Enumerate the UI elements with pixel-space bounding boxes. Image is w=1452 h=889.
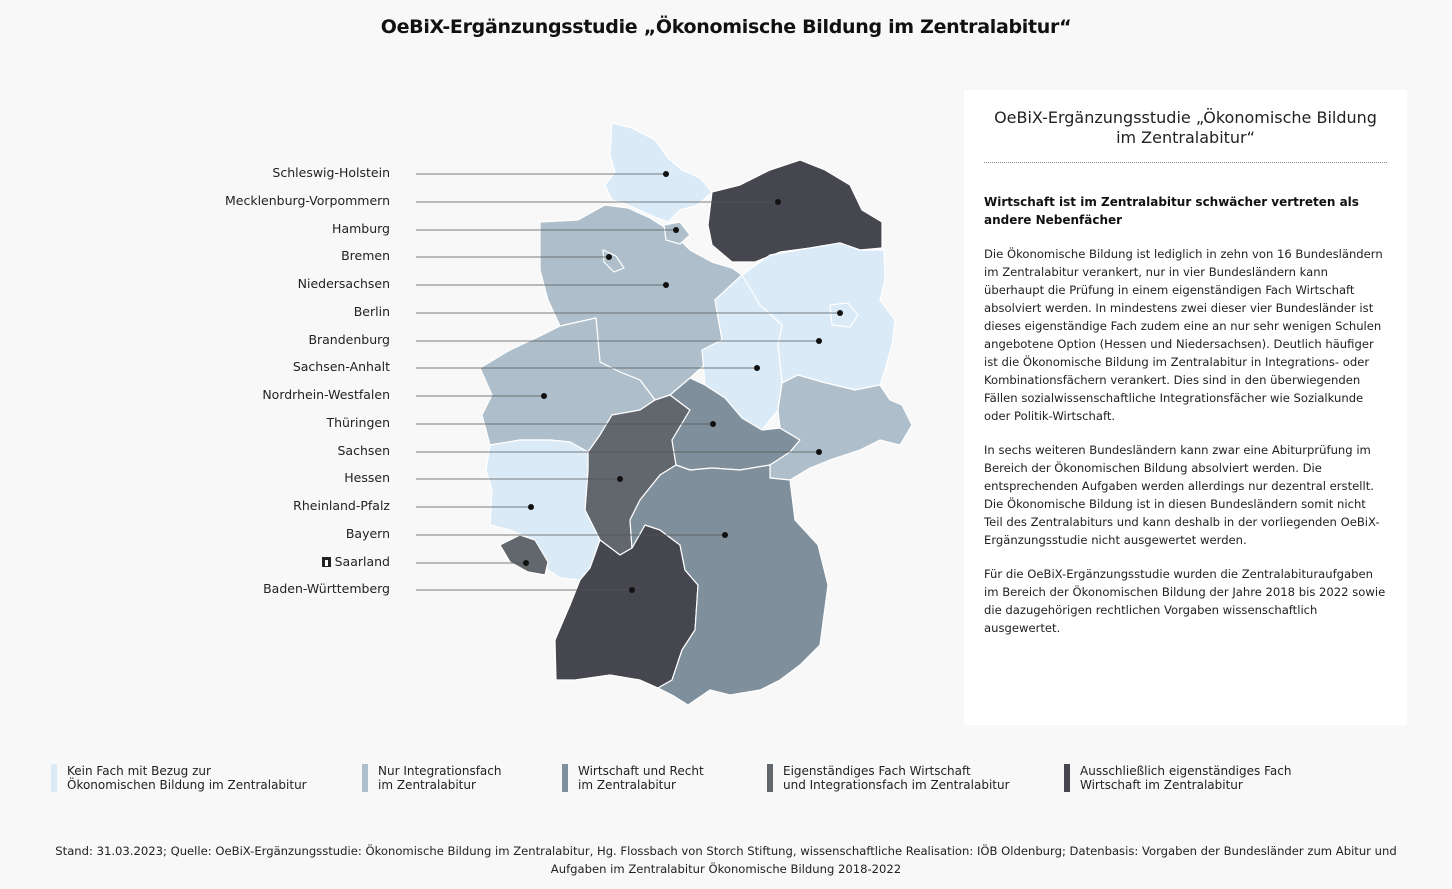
state-label-text: Berlin [353, 304, 390, 319]
state-label [190, 444, 390, 458]
page-title: OeBiX-Ergänzungsstudie „Ökonomische Bildung im Zentralabitur“ [380, 16, 1072, 38]
info-paragraph-3: Für die OeBiX-Ergänzungsstudie wurden die Zentralabituraufgaben im Bereich der Ökonomischen Bildung der Jahre 2018 bis 2022 sowie die dazugehörigen rechtlichen Vorgaben wissenschaftlich ausgewertet. [984, 567, 1386, 635]
leader-dot [629, 587, 635, 593]
state-label [190, 416, 390, 430]
info-paragraph-1: Die Ökonomische Bildung ist lediglich in zehn von 16 Bundesländern im Zentralabitur verankert, nur in vier Bundesländern kann überhaupt die Prüfung in einem eigenständigen Fach Wirtschaft absolviert werden. In mindestens zwei dieser vier Bundesländer ist dieses eigenständige Fach zudem eine an nur sehr wenigen Schulen angebotene Option (Hessen und Niedersachsen). Deutlich häufiger ist die Ökonomische Bildung im Zentralabitur in Integrations- oder Kombinationsfächern verankert. Dies sind in den überwiegenden Fällen sozialwissenschaftliche Integrationsfächer wie Sozialkunde oder Politik-Wirtschaft. [984, 247, 1383, 423]
legend-item-none [51, 764, 307, 792]
leader-dot [523, 560, 529, 566]
state-label [190, 582, 390, 596]
state-label-text: Brandenburg [308, 332, 390, 347]
state-label [190, 277, 390, 291]
state-label-text: Rheinland-Pfalz [293, 498, 390, 513]
state-label-text: Mecklenburg-Vorpommern [225, 193, 390, 208]
state-label [190, 222, 390, 236]
state-label [190, 249, 390, 263]
leader-dot [722, 532, 728, 538]
state-mecklenburg-vorpommern[interactable] [708, 160, 882, 262]
info-divider [984, 162, 1387, 163]
state-label [190, 305, 390, 319]
state-label [190, 555, 390, 569]
leader-dot [606, 254, 612, 260]
state-label-text: Niedersachsen [297, 276, 390, 291]
state-label-text: Hamburg [332, 221, 390, 236]
info-title: OeBiX-Ergänzungsstudie „Ökonomische Bildung im Zentralabitur“ [994, 108, 1377, 147]
leader-dot [541, 393, 547, 399]
state-label [190, 527, 390, 541]
info-panel [964, 90, 1407, 725]
state-sachsen[interactable] [770, 375, 912, 480]
leader-dot [754, 365, 760, 371]
info-paragraph-2: In sechs weiteren Bundesländern kann zwar eine Abiturprüfung im Bereich der Ökonomischen Bildung absolviert werden. Die entsprechenden Aufgaben werden allerdings nur dezentral erstellt. Die Ökonomische Bildung ist in diesen Bundesländern somit nicht Teil des Zentralabiturs und kann deshalb in der vorliegenden OeBiX-Ergänzungsstudie nicht ausgewertet werden. [984, 443, 1380, 547]
state-label-text: Sachsen-Anhalt [292, 359, 390, 374]
legend-label: Ausschließlich eigenständiges Fach Wirtschaft im Zentralabitur [1080, 764, 1292, 792]
state-label [190, 333, 390, 347]
legend [0, 764, 1452, 794]
state-label-text: Baden-Württemberg [263, 581, 390, 596]
leader-dot [673, 227, 679, 233]
legend-item-own-and-integration [767, 764, 1010, 792]
state-hamburg[interactable] [664, 222, 690, 244]
leader-dot [528, 504, 534, 510]
state-label [190, 499, 390, 513]
legend-label: Nur Integrationsfach im Zentralabitur [378, 764, 502, 792]
leader-dot [663, 282, 669, 288]
legend-swatch [562, 764, 568, 792]
leader-dot [816, 338, 822, 344]
legend-swatch [1064, 764, 1070, 792]
state-label [190, 471, 390, 485]
legend-label: Eigenständiges Fach Wirtschaft und Integrationsfach im Zentralabitur [783, 764, 1010, 792]
info-subhead: Wirtschaft ist im Zentralabitur schwächer vertreten als andere Nebenfächer [984, 195, 1359, 227]
state-label-text: Schleswig-Holstein [272, 165, 390, 180]
state-label [190, 166, 390, 180]
state-label-text: Saarland [334, 554, 390, 569]
legend-label: Wirtschaft und Recht im Zentralabitur [578, 764, 704, 792]
state-label-text: Thüringen [326, 415, 390, 430]
source-footer: Stand: 31.03.2023; Quelle: OeBiX-Ergänzungsstudie: Ökonomische Bildung im Zentralabitur, Hg. Flossbach von Storch Stiftung, wissenschaftliche Realisation: IÖB Oldenburg; Datenbasis: Vorgaben der Bundesländer zum Abitur und Aufgaben im Zentralabitur Ökonomische Bildung 2018-2022 [55, 844, 1397, 876]
legend-swatch [767, 764, 773, 792]
state-label-text: Sachsen [337, 443, 390, 458]
leader-dot [617, 476, 623, 482]
legend-swatch [362, 764, 368, 792]
state-label [190, 388, 390, 402]
state-label [190, 360, 390, 374]
legend-item-economics-law [562, 764, 704, 792]
legend-item-integration [362, 764, 502, 792]
leader-dot [710, 421, 716, 427]
state-label-text: Hessen [344, 470, 390, 485]
legend-label: Kein Fach mit Bezug zur Ökonomischen Bildung im Zentralabitur [67, 764, 307, 792]
leader-dot [663, 171, 669, 177]
leader-dot [837, 310, 843, 316]
state-label-text: Bayern [345, 526, 390, 541]
state-label-text: Bremen [341, 248, 390, 263]
legend-item-own-only [1064, 764, 1291, 792]
legend-swatch [51, 764, 57, 792]
state-label [190, 194, 390, 208]
leader-dot [816, 449, 822, 455]
info-icon [322, 557, 331, 567]
state-label-text: Nordrhein-Westfalen [262, 387, 390, 402]
leader-dot [775, 199, 781, 205]
